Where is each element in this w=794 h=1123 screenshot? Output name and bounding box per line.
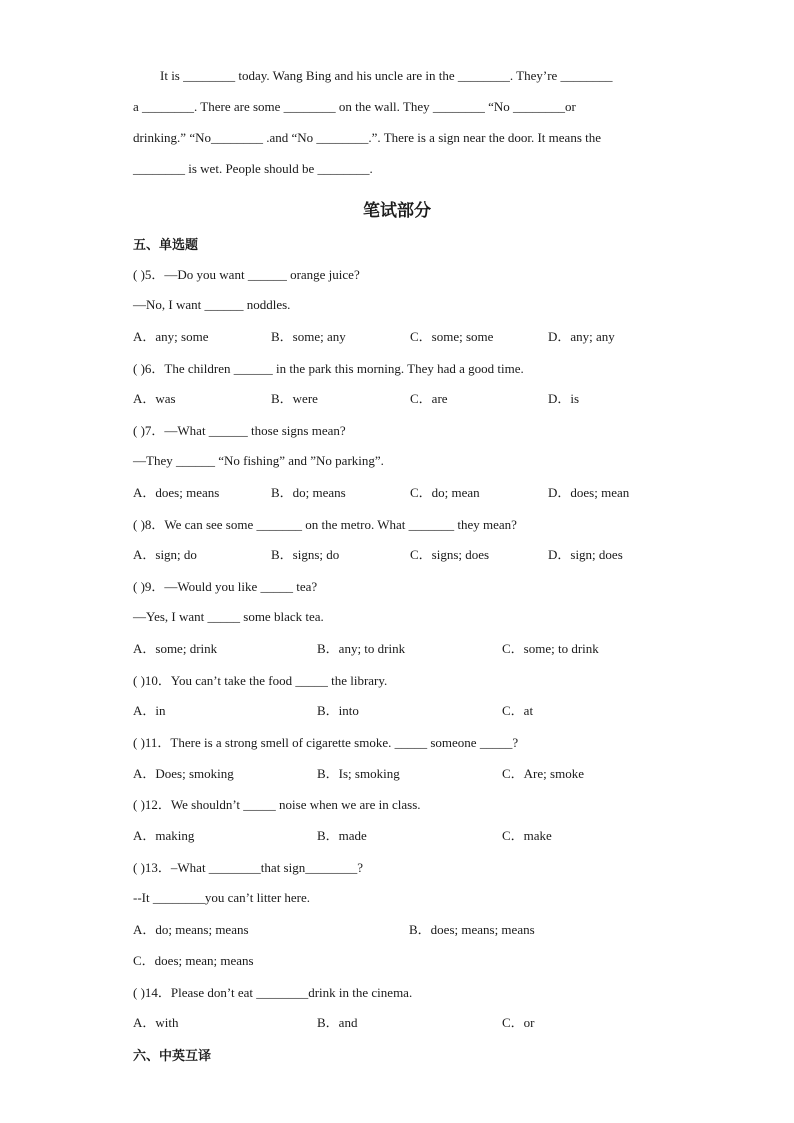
question-8-line-1: ( )8．We can see some _______ on the metro. What _______ they mean? [133,517,517,532]
q9-option-a[interactable]: A．some; drink [133,641,218,656]
q12-option-b[interactable]: B．made [317,828,367,843]
question-12-line-1: ( )12．We shouldn’t _____ noise when we are in class. [133,797,421,812]
q12-option-c[interactable]: C．make [502,828,552,843]
q5-option-d[interactable]: D．any; any [548,329,615,344]
question-14-line-1: ( )14．Please don’t eat ________drink in the cinema. [133,985,413,1000]
q10-option-a[interactable]: A．in [133,703,166,718]
q8-option-d[interactable]: D．sign; does [548,547,623,562]
q14-option-c[interactable]: C．or [502,1015,535,1030]
passage-text: ________ is wet. People should be ________. [133,161,373,176]
q10-option-c[interactable]: C．at [502,703,534,718]
q5-option-a[interactable]: A．any; some [133,329,209,344]
q9-option-c[interactable]: C．some; to drink [502,641,599,656]
passage-line-2 [133,98,794,116]
written-section-title: 笔试部分 [363,201,431,221]
q7-option-d[interactable]: D．does; mean [548,485,630,500]
question-13-line-2: --It ________you can’t litter here. [133,890,311,905]
question-9-line-2: —Yes, I want _____ some black tea. [133,609,324,624]
q7-option-b[interactable]: B．do; means [271,485,346,500]
q11-option-b[interactable]: B．Is; smoking [317,766,400,781]
passage-line-1 [160,67,794,85]
question-10-line-1: ( )10．You can’t take the food _____ the library. [133,673,388,688]
q10-option-b[interactable]: B．into [317,703,359,718]
q6-option-d[interactable]: D．is [548,391,580,406]
q8-option-b[interactable]: B．signs; do [271,547,340,562]
q7-option-a[interactable]: A．does; means [133,485,220,500]
q12-option-a[interactable]: A．making [133,828,195,843]
q5-option-c[interactable]: C．some; some [410,329,494,344]
q13-option-a[interactable]: A．do; means; means [133,922,249,937]
question-9-line-1: ( )9．—Would you like _____ tea? [133,579,318,594]
question-5-line-2: —No, I want ______ noddles. [133,297,291,312]
q11-option-a[interactable]: A．Does; smoking [133,766,234,781]
q5-option-b[interactable]: B．some; any [271,329,346,344]
q8-option-c[interactable]: C．signs; does [410,547,490,562]
question-7-line-2: —They ______ “No fishing” and ”No parking”. [133,453,384,468]
question-13-line-1: ( )13．–What ________that sign________? [133,860,363,875]
q14-option-a[interactable]: A．with [133,1015,179,1030]
question-6-line-1: ( )6．The children ______ in the park this morning. They had a good time. [133,361,524,376]
passage-text: It is ________ today. Wang Bing and his uncle are in the ________. They’re ________ [160,68,613,83]
q7-option-c[interactable]: C．do; mean [410,485,480,500]
section-6-title: 六、中英互译 [133,1049,212,1064]
q11-option-c[interactable]: C．Are; smoke [502,766,584,781]
section-5-title: 五、单选题 [133,238,199,253]
q13-option-b[interactable]: B．does; means; means [409,922,535,937]
passage-text: a ________. There are some ________ on the wall. They ________ “No ________or [133,99,576,114]
passage-text: drinking.” “No________ .and “No ________.”. There is a sign near the door. It means the [133,130,602,145]
q6-option-b[interactable]: B．were [271,391,318,406]
q6-option-c[interactable]: C．are [410,391,448,406]
question-5-line-1: ( )5．—Do you want ______ orange juice? [133,267,360,282]
q9-option-b[interactable]: B．any; to drink [317,641,406,656]
q14-option-b[interactable]: B．and [317,1015,358,1030]
q6-option-a[interactable]: A．was [133,391,176,406]
question-7-line-1: ( )7．—What ______ those signs mean? [133,423,346,438]
q8-option-a[interactable]: A．sign; do [133,547,197,562]
passage-line-3 [133,129,794,147]
question-11-line-1: ( )11．There is a strong smell of cigarette smoke. _____ someone _____? [133,735,519,750]
passage-line-4 [133,160,794,178]
q13-option-c[interactable]: C．does; mean; means [133,953,254,968]
